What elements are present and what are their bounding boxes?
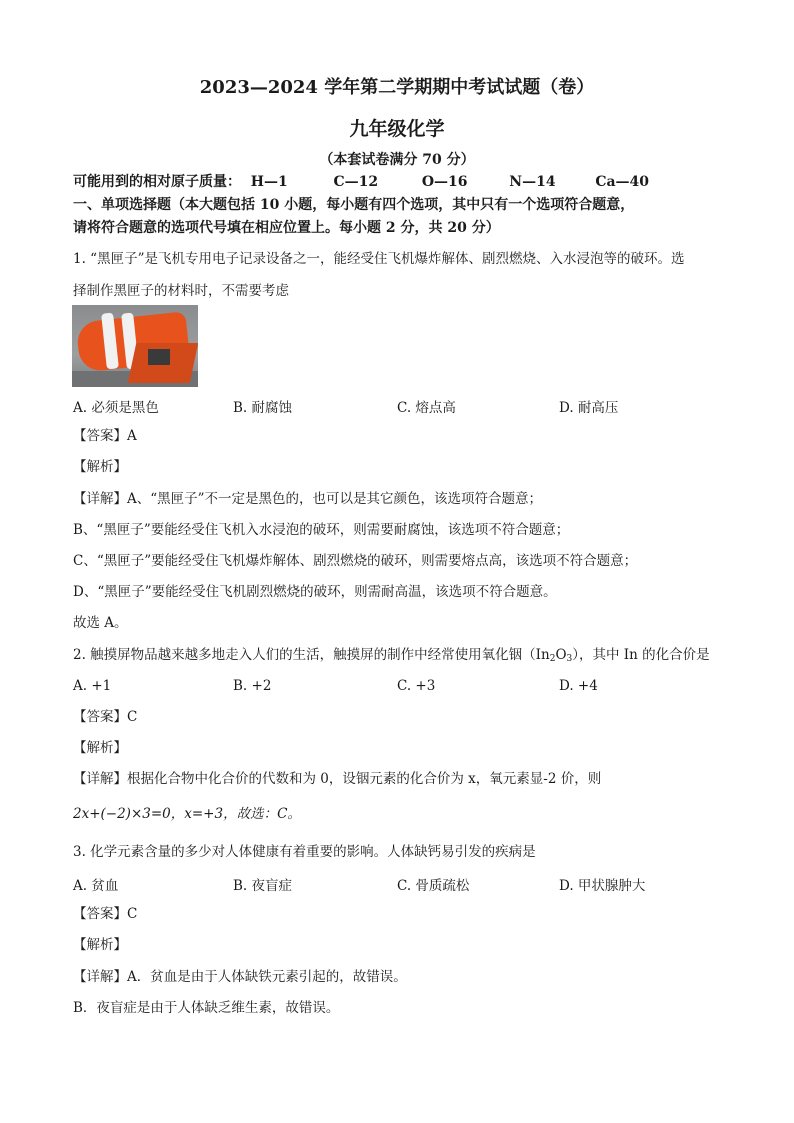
section1-line2: 请将符合题意的选项代号填在相应位置上。每小题 2 分，共 20 分） <box>73 220 500 236</box>
mass-ca: Ca—40 <box>595 174 650 190</box>
score-note: （本套试卷满分 70 分） <box>319 152 475 168</box>
q3-option-b: B. 夜盲症 <box>233 878 293 894</box>
q2-answer: 【答案】C <box>73 709 138 725</box>
q2-stem: 2. 触摸屏物品越来越多地走入人们的生活，触摸屏的制作中经常使用氧化铟（In2O3），其中 In 的化合价是 <box>73 647 710 664</box>
q1-detail-1: 【详解】A、“黑匣子”不一定是黑色的，也可以是其它颜色，该选项符合题意； <box>73 491 543 507</box>
q2-detail-1: 【详解】根据化合物中化合价的代数和为 0，设铟元素的化合价为 x，氧元素显-2 价，则 <box>73 771 602 787</box>
q1-option-d: D. 耐高压 <box>559 400 619 416</box>
mass-o: O—16 <box>421 174 468 190</box>
q3-stem: 3. 化学元素含量的多少对人体健康有着重要的影响。人体缺钙易引发的疾病是 <box>73 844 536 860</box>
q3-detail-2: B．夜盲症是由于人体缺乏维生素，故错误。 <box>73 1000 340 1016</box>
atomic-masses-label: 可能用到的相对原子质量： <box>73 174 241 190</box>
mass-h: H—1 <box>250 174 288 190</box>
q1-detail-4: D、“黑匣子”要能经受住飞机剧烈燃烧的破环，则需耐高温，该选项不符合题意。 <box>73 584 557 600</box>
black-box-photo <box>72 305 198 387</box>
q2-option-a: A. +1 <box>73 678 112 694</box>
q2-analysis: 【解析】 <box>73 740 127 756</box>
q3-analysis: 【解析】 <box>73 937 127 953</box>
exam-subtitle: 九年级化学 <box>349 118 445 140</box>
q1-detail-5: 故选 A。 <box>73 615 128 631</box>
q3-option-a: A. 贫血 <box>73 878 119 894</box>
q1-answer: 【答案】A <box>73 428 137 444</box>
section1-line1: 一、单项选择题（本大题包括 10 小题，每小题有四个选项，其中只有一个选项符合题意， <box>73 197 635 213</box>
q1-analysis: 【解析】 <box>73 459 127 475</box>
q1-detail-2: B、“黑匣子”要能经受住飞机入水浸泡的破环，则需要耐腐蚀，该选项不符合题意； <box>73 522 570 538</box>
q1-detail-3: C、“黑匣子”要能经受住飞机爆炸解体、剧烈燃烧的破环，则需要熔点高，该选项不符合题意； <box>73 553 638 569</box>
q1-option-a: A. 必须是黑色 <box>73 400 159 416</box>
q1-option-c: C. 熔点高 <box>397 400 456 416</box>
q3-answer: 【答案】C <box>73 906 138 922</box>
q2-option-b: B. +2 <box>233 678 272 694</box>
q3-detail-1: 【详解】A．贫血是由于人体缺铁元素引起的，故错误。 <box>73 969 407 985</box>
q2-detail-2: 2x+(−2)×3=0，x=+3，故选：C。 <box>73 806 301 822</box>
mass-c: C—12 <box>333 174 379 190</box>
q1-stem-line2: 择制作黑匣子的材料时，不需要考虑 <box>73 283 289 299</box>
q1-option-b: B. 耐腐蚀 <box>233 400 293 416</box>
q3-option-d: D. 甲状腺肿大 <box>559 878 646 894</box>
q3-option-c: C. 骨质疏松 <box>397 878 470 894</box>
q2-option-c: C. +3 <box>397 678 436 694</box>
q1-stem-line1: 1. “黑匣子”是飞机专用电子记录设备之一，能经受住飞机爆炸解体、剧烈燃烧、入水浸泡等的破环。选 <box>73 251 685 267</box>
mass-n: N—14 <box>509 174 556 190</box>
exam-title: 2023—2024 学年第二学期期中考试试题（卷） <box>199 77 595 98</box>
atomic-masses <box>73 173 649 191</box>
q2-option-d: D. +4 <box>559 678 598 694</box>
